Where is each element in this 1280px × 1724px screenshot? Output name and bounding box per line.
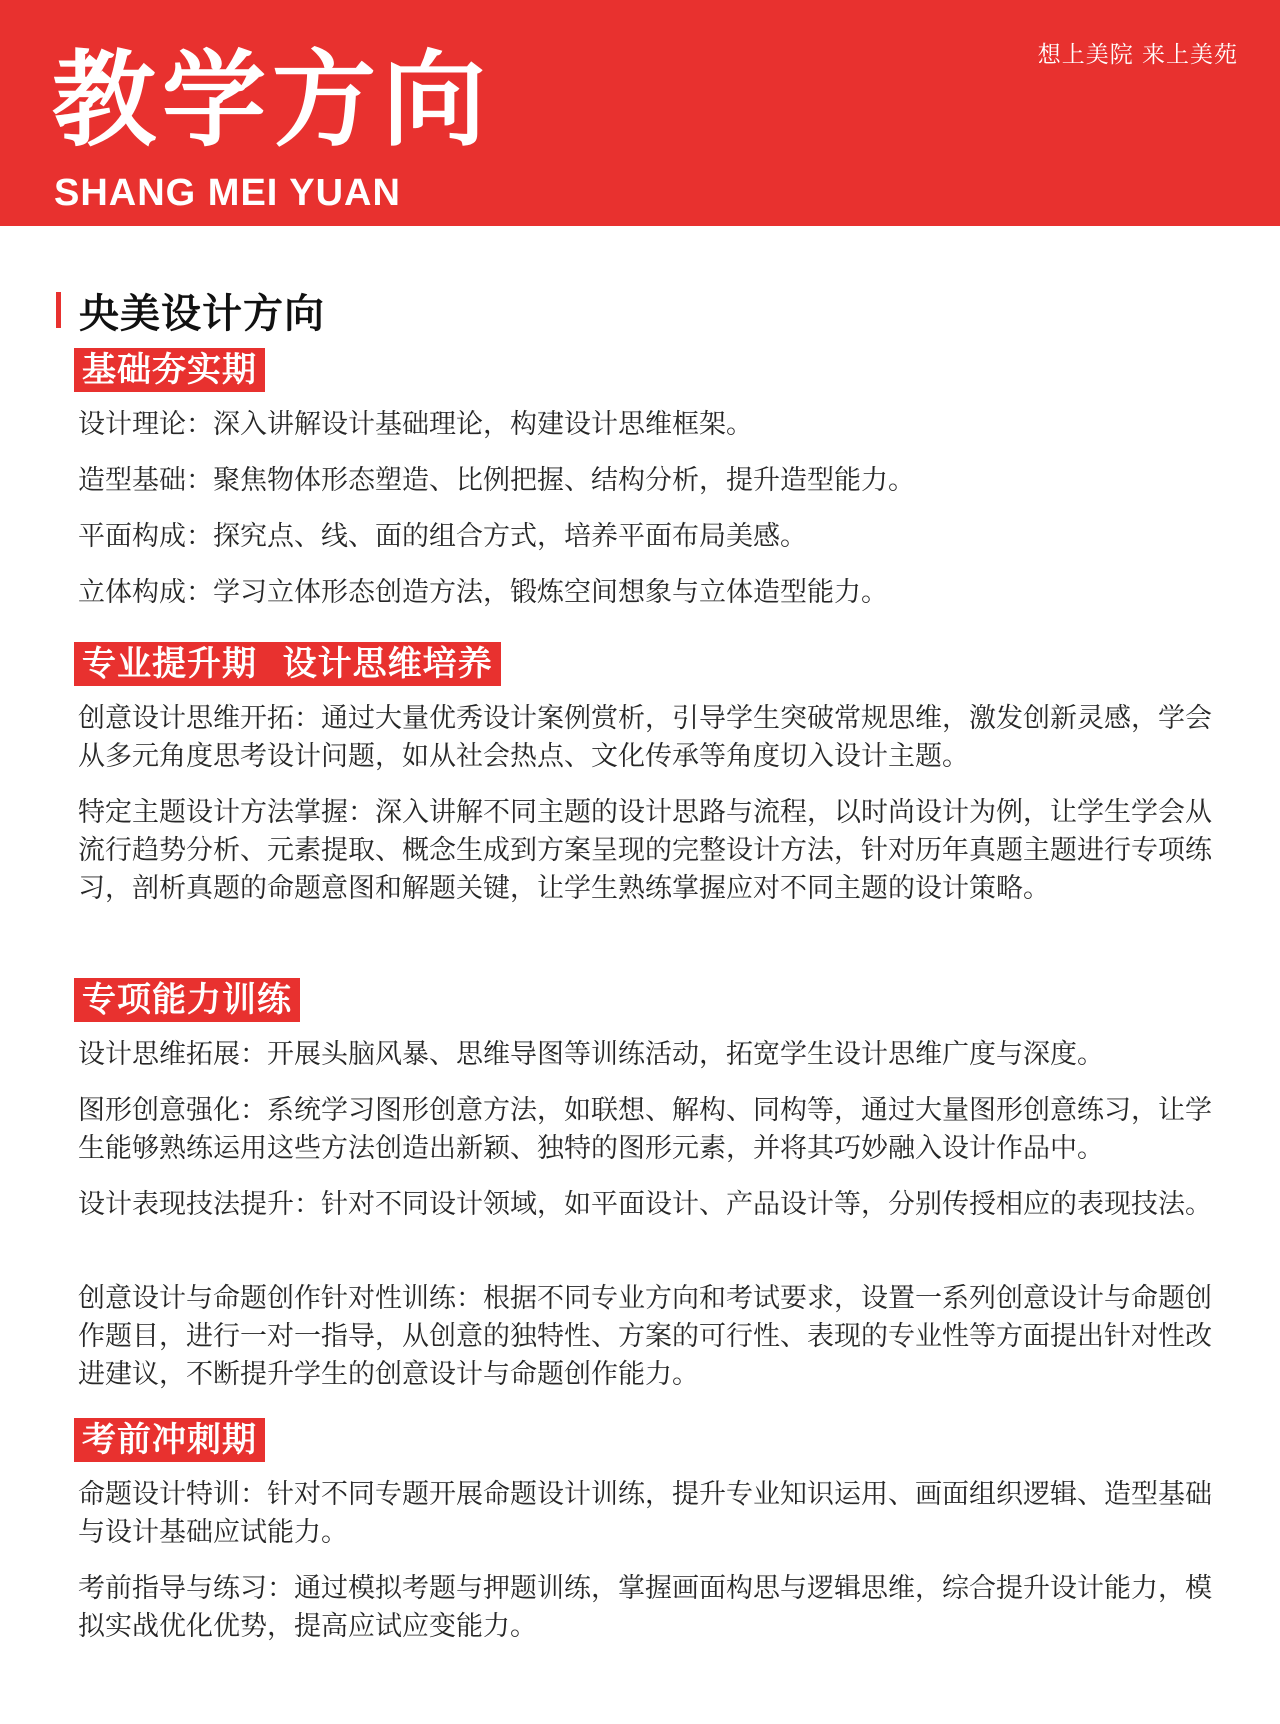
list-item: 创意设计与命题创作针对性训练：根据不同专业方向和考试要求，设置一系列创意设计与命题创作题目，进行一对一指导，从创意的独特性、方案的可行性、表现的专业性等方面提出针对性改进建议，不断提升学生的创意设计与命题创作能力。 bbox=[78, 1283, 1212, 1390]
header-banner bbox=[0, 0, 1280, 226]
list-item: 特定主题设计方法掌握：深入讲解不同主题的设计思路与流程，以时尚设计为例，让学生学会从流行趋势分析、元素提取、概念生成到方案呈现的完整设计方法，针对历年真题主题进行专项练习，剖析真题的命题意图和解题关键，让学生熟练掌握应对不同主题的设计策略。 bbox=[78, 797, 1212, 904]
section-accent-bar bbox=[56, 292, 61, 328]
list-item: 考前指导与练习：通过模拟考题与押题训练，掌握画面构思与逻辑思维，综合提升设计能力，模拟实战优化优势，提高应试应变能力。 bbox=[78, 1573, 1212, 1642]
list-item: 图形创意强化：系统学习图形创意方法，如联想、解构、同构等，通过大量图形创意练习，让学生能够熟练运用这些方法创造出新颖、独特的图形元素，并将其巧妙融入设计作品中。 bbox=[78, 1095, 1212, 1164]
list-item: 命题设计特训：针对不同专题开展命题设计训练，提升专业知识运用、画面组织逻辑、造型基础与设计基础应试能力。 bbox=[78, 1479, 1212, 1548]
section-heading bbox=[56, 286, 325, 337]
page-title: 教学方向 bbox=[52, 39, 493, 161]
list-item: 创意设计思维开拓：通过大量优秀设计案例赏析，引导学生突破常规思维，激发创新灵感，学会从多元角度思考设计问题，如从社会热点、文化传承等角度切入设计主题。 bbox=[78, 703, 1212, 772]
list-item: 立体构成：学习立体形态创造方法，锻炼空间想象与立体造型能力。 bbox=[78, 577, 888, 608]
list-item: 设计思维拓展：开展头脑风暴、思维导图等训练活动，拓宽学生设计思维广度与深度。 bbox=[78, 1039, 1104, 1070]
list-item: 造型基础：聚焦物体形态塑造、比例把握、结构分析，提升造型能力。 bbox=[78, 465, 915, 496]
stage-label-special: 专项能力训练 bbox=[74, 978, 300, 1022]
list-item: 平面构成：探究点、线、面的组合方式，培养平面布局美感。 bbox=[78, 521, 807, 552]
stage-label-foundation: 基础夯实期 bbox=[74, 348, 265, 392]
section-title: 央美设计方向 bbox=[79, 290, 325, 337]
page-subtitle: SHANG MEI YUAN bbox=[54, 172, 401, 214]
slogan: 想上美院 来上美苑 bbox=[1037, 42, 1238, 68]
stage-label-advance: 专业提升期 设计思维培养 bbox=[74, 642, 501, 686]
stage-label-sprint: 考前冲刺期 bbox=[74, 1418, 265, 1462]
list-item: 设计理论：深入讲解设计基础理论，构建设计思维框架。 bbox=[78, 409, 753, 440]
list-item: 设计表现技法提升：针对不同设计领域，如平面设计、产品设计等，分别传授相应的表现技法。 bbox=[78, 1189, 1212, 1220]
